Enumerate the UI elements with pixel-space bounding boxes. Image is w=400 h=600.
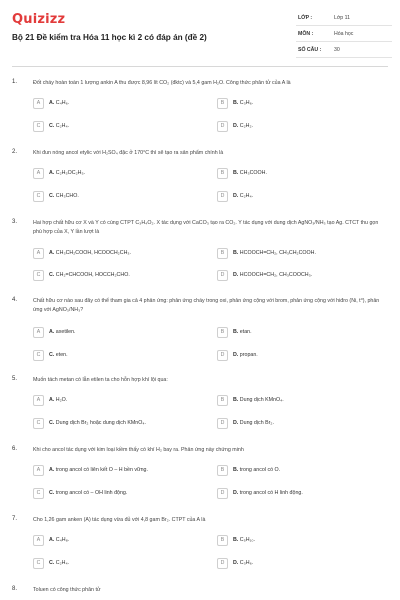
option-letter: B	[217, 535, 228, 546]
question-number: 4.	[12, 297, 18, 303]
option-text: Dung dịch Br₂.	[239, 420, 274, 426]
option-letter: B	[217, 465, 228, 476]
answer-option-d[interactable]	[217, 557, 253, 569]
answer-option-c[interactable]	[33, 557, 69, 569]
option-label: D.	[233, 123, 239, 129]
question-text: Chất hữu cơ nào sau đây có thể tham gia cả 4 phản ứng: phản ứng cháy trong oxi, phản ứng cộng với brom, phản ứng cộng với hiđro (Ni, t⁰), phản ứng với AgNO₃/NH₃?	[33, 298, 380, 313]
meta-value: Lớp 11	[334, 14, 350, 21]
option-text: C₅H₁₀.	[239, 537, 256, 543]
option-label: C.	[49, 490, 55, 496]
option-label: A.	[49, 329, 55, 335]
option-letter: C	[33, 418, 44, 429]
question-text: Cho 1,26 gam anken (A) tác dụng vừa đủ với 4,8 gam Br₂. CTPT của A là	[33, 517, 206, 523]
answer-option-b[interactable]	[217, 394, 284, 406]
question-number: 3.	[12, 219, 18, 225]
option-letter: D	[217, 350, 228, 361]
option-label: B.	[233, 329, 239, 335]
option-text: HCOOCH=CH₂, CH₃CH₂COOH.	[239, 250, 316, 256]
question-number: 8.	[12, 586, 18, 592]
question-number: 7.	[12, 516, 18, 522]
option-text: trong ancol có O.	[239, 467, 281, 473]
option-label: C.	[49, 272, 55, 278]
answer-option-a[interactable]	[33, 97, 69, 109]
answer-option-b[interactable]	[217, 326, 252, 338]
option-label: C.	[49, 560, 55, 566]
option-text: C₂H₄.	[55, 560, 70, 566]
question-number: 2.	[12, 149, 18, 155]
option-label: B.	[233, 100, 239, 106]
answer-option-a[interactable]	[33, 326, 76, 338]
option-label: B.	[233, 537, 239, 543]
question-number: 1.	[12, 79, 18, 85]
option-letter: D	[217, 270, 228, 281]
option-label: B.	[233, 467, 239, 473]
answer-option-c[interactable]	[33, 349, 68, 361]
answer-option-a[interactable]	[33, 167, 85, 179]
option-label: C.	[49, 123, 55, 129]
option-letter: C	[33, 558, 44, 569]
answer-option-b[interactable]	[217, 247, 316, 259]
option-text: eten.	[55, 352, 68, 358]
option-label: A.	[49, 537, 55, 543]
option-text: C₃H₆.	[239, 100, 254, 106]
option-letter: B	[217, 98, 228, 109]
question-text: Hai hợp chất hữu cơ X và Y có cùng CTPT C₃H₄O₂. X tác dụng với CaCO₃ tạo ra CO₂. Y tác dụng với dung dịch AgNO₃/NH₃ tạo Ag. CTCT thu gọn phù hợp của X, Y lần lượt là	[33, 220, 379, 235]
option-letter: A	[33, 327, 44, 338]
question-number: 6.	[12, 446, 18, 452]
option-text: C₄H₆.	[55, 100, 70, 106]
option-label: A.	[49, 170, 55, 176]
option-letter: D	[217, 488, 228, 499]
option-letter: C	[33, 270, 44, 281]
option-letter: C	[33, 121, 44, 132]
answer-option-c[interactable]	[33, 120, 69, 132]
option-label: D.	[233, 490, 239, 496]
meta-value: 30	[334, 46, 340, 53]
option-label: A.	[49, 100, 55, 106]
answer-option-b[interactable]	[217, 464, 280, 476]
option-letter: C	[33, 488, 44, 499]
option-letter: A	[33, 465, 44, 476]
meta-row-question-count	[296, 42, 392, 58]
question-text: Khi đun nóng ancol etylic với H₂SO₄ đặc ở 170°C thì sẽ tạo ra sản phẩm chính là	[33, 150, 224, 156]
option-label: D.	[233, 560, 239, 566]
option-text: Dung dịch KMnO₄.	[239, 397, 284, 403]
option-letter: D	[217, 191, 228, 202]
option-text: CH₃COOH.	[239, 170, 267, 176]
option-text: C₂H₄.	[55, 123, 70, 129]
option-label: A.	[49, 467, 55, 473]
option-letter: B	[217, 327, 228, 338]
answer-option-d[interactable]	[217, 190, 253, 202]
option-label: A.	[49, 397, 55, 403]
worksheet-header	[0, 0, 400, 66]
answer-option-a[interactable]	[33, 534, 69, 546]
option-label: A.	[49, 250, 55, 256]
option-text: H₂O.	[55, 397, 68, 403]
answer-option-b[interactable]	[217, 97, 253, 109]
option-label: D.	[233, 420, 239, 426]
option-letter: D	[217, 121, 228, 132]
question-number: 5.	[12, 376, 18, 382]
worksheet-meta	[296, 10, 392, 58]
option-text: trong ancol có – OH linh động.	[55, 490, 128, 496]
option-label: C.	[49, 352, 55, 358]
option-letter: A	[33, 535, 44, 546]
meta-label: LỚP :	[298, 14, 313, 21]
answer-option-a[interactable]	[33, 464, 148, 476]
option-text: C₂H₄.	[239, 193, 254, 199]
option-text: trong ancol có H linh động.	[239, 490, 303, 496]
option-text: axetilen.	[55, 329, 76, 335]
meta-row-class	[296, 10, 392, 26]
option-text: CH₃CHO.	[55, 193, 79, 199]
answer-option-d[interactable]	[217, 120, 253, 132]
option-text: CH₂=CHCOOH, HOCCH₂CHO.	[55, 272, 130, 278]
option-letter: A	[33, 395, 44, 406]
answer-option-c[interactable]	[33, 269, 130, 281]
option-letter: B	[217, 395, 228, 406]
quizizz-logo: Quizizz	[12, 12, 66, 27]
option-label: D.	[233, 352, 239, 358]
meta-label: SỐ CÂU :	[298, 46, 322, 53]
option-letter: B	[217, 248, 228, 259]
option-text: C₂H₂.	[239, 123, 254, 129]
question-text: Muốn tách metan có lẫn etilen ta cho hỗn hợp khí lội qua:	[33, 377, 168, 383]
option-text: CH₃CH₂COOH, HCOOCH₂CH₃.	[55, 250, 132, 256]
answer-option-b[interactable]	[217, 534, 255, 546]
option-label: B.	[233, 170, 239, 176]
option-label: D.	[233, 193, 239, 199]
answer-option-d[interactable]	[217, 269, 312, 281]
question-text: Khi cho ancol tác dụng với kim loại kiềm thấy có khí H₂ bay ra. Phản ứng này chứng minh	[33, 447, 244, 453]
meta-value: Hóa học	[334, 30, 354, 37]
answer-option-d[interactable]	[217, 417, 274, 429]
option-letter: C	[33, 191, 44, 202]
answer-option-d[interactable]	[217, 487, 303, 499]
option-letter: A	[33, 168, 44, 179]
answer-option-c[interactable]	[33, 487, 127, 499]
answer-option-b[interactable]	[217, 167, 267, 179]
option-text: C₂H₅OC₂H₅.	[55, 170, 86, 176]
option-letter: B	[217, 168, 228, 179]
option-text: C₃H₆.	[239, 560, 254, 566]
option-letter: A	[33, 98, 44, 109]
answer-option-a[interactable]	[33, 247, 131, 259]
option-text: HCOOCH=CH₂, CH₃COOCH₃.	[239, 272, 313, 278]
answer-option-c[interactable]	[33, 190, 79, 202]
header-divider	[12, 66, 388, 67]
option-letter: C	[33, 350, 44, 361]
question-text: Toluen có công thức phân tử	[33, 587, 101, 593]
option-label: D.	[233, 272, 239, 278]
option-label: B.	[233, 250, 239, 256]
meta-label: MÔN :	[298, 30, 314, 37]
option-letter: D	[217, 418, 228, 429]
worksheet-title: Bộ 21 Đề kiểm tra Hóa 11 học kì 2 có đáp án (đề 2)	[12, 33, 207, 42]
question-text: Đốt cháy hoàn toàn 1 lượng ankin A thu được 8,96 lít CO₂ (đktc) và 5,4 gam H₂O. Công thức phân tử của A là	[33, 80, 291, 86]
option-label: C.	[49, 420, 55, 426]
option-label: C.	[49, 193, 55, 199]
option-letter: A	[33, 248, 44, 259]
option-text: etan.	[239, 329, 252, 335]
option-text: C₄H₈.	[55, 537, 70, 543]
option-text: propan.	[239, 352, 258, 358]
option-label: B.	[233, 397, 239, 403]
option-text: trong ancol có liên kết O – H bền vững.	[55, 467, 148, 473]
answer-option-a[interactable]	[33, 394, 67, 406]
answer-option-c[interactable]	[33, 417, 146, 429]
meta-row-subject	[296, 26, 392, 42]
option-text: Dung dịch Br₂ hoặc dung dịch KMnO₄.	[55, 420, 146, 426]
option-letter: D	[217, 558, 228, 569]
answer-option-d[interactable]	[217, 349, 258, 361]
